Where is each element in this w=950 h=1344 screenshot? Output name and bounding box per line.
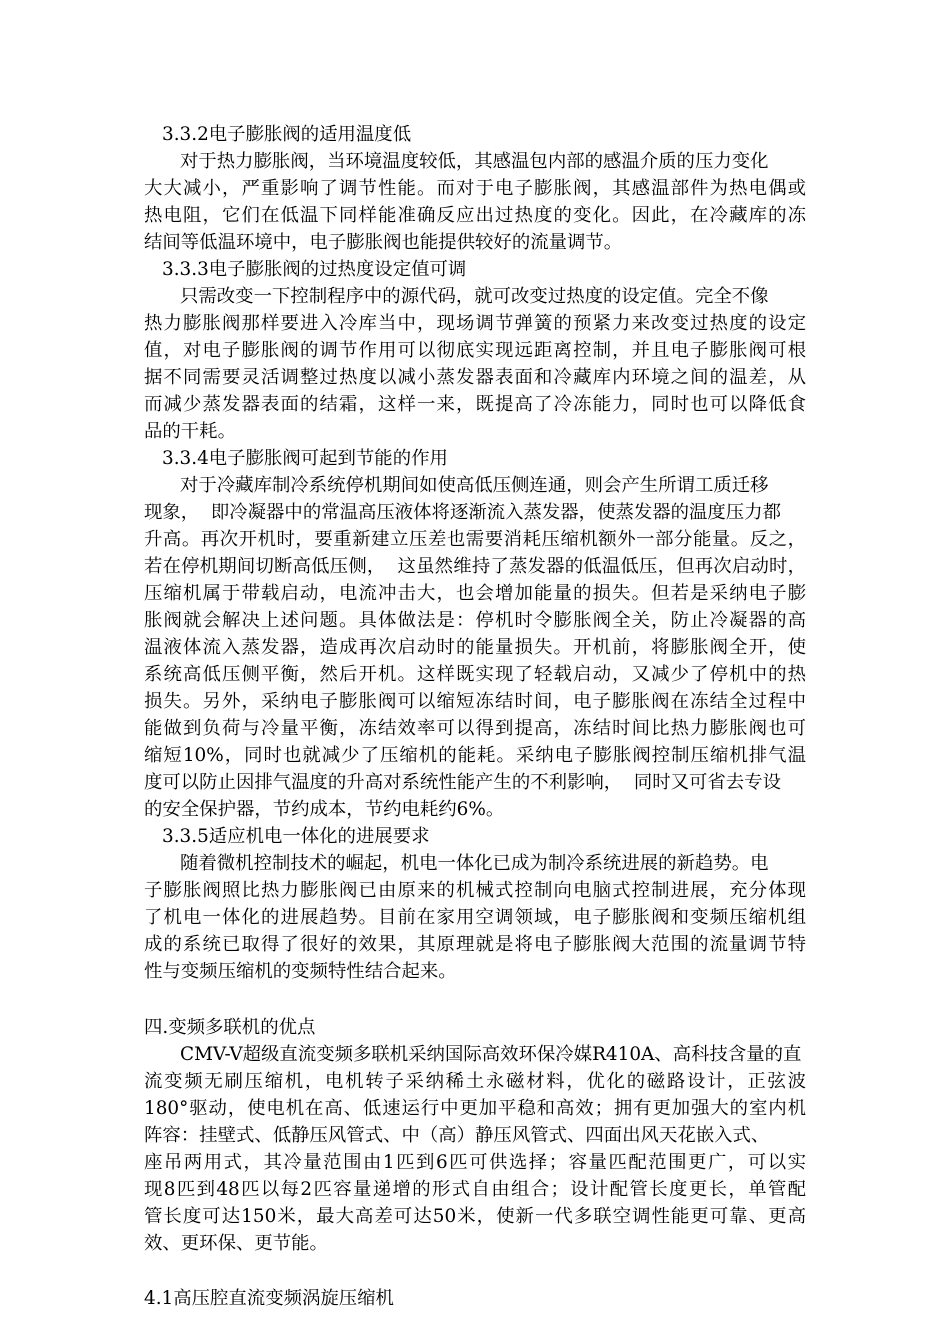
paragraph-line: 据不同需要灵活调整过热度以减小蒸发器表面和冷藏库内环境之间的温差，从 <box>144 367 806 388</box>
paragraph-line: 缩短10%，同时也就减少了压缩机的能耗。采纳电子膨胀阀控制压缩机排气温 <box>144 745 806 766</box>
paragraph-line: 若在停机期间切断高低压侧， 这虽然维持了蒸发器的低温低压，但再次启动时， <box>144 556 806 577</box>
paragraph-line: 对于冷藏库制冷系统停机期间如使高低压侧连通，则会产生所谓工质迁移 <box>180 475 769 496</box>
paragraph-line: 损失。另外，采纳电子膨胀阀可以缩短冻结时间，电子膨胀阀在冻结全过程中 <box>144 691 806 712</box>
paragraph-line: 度可以防止因排气温度的升高对系统性能产生的不利影响， 同时又可省去专设 <box>144 772 781 793</box>
paragraph-line: 效、更环保、更节能。 <box>144 1233 328 1254</box>
paragraph-line: 子膨胀阀照比热力膨胀阀已由原来的机械式控制向电脑式控制进展，充分体现 <box>144 880 806 901</box>
section-heading-4-1: 4.1高压腔直流变频涡旋压缩机 <box>144 1288 394 1309</box>
paragraph-line: 升高。再次开机时，要重新建立压差也需要消耗压缩机额外一部分能量。反之， <box>144 529 806 550</box>
paragraph-line: 值，对电子膨胀阀的调节作用可以彻底实现远距离控制，并且电子膨胀阀可根 <box>144 340 806 361</box>
paragraph-line: 大大减小，严重影响了调节性能。而对于电子膨胀阀，其感温部件为热电偶或 <box>144 178 806 199</box>
paragraph-line: 座吊两用式，其冷量范围由1匹到6匹可供选择；容量匹配范围更广，可以实 <box>144 1152 806 1173</box>
section-heading-3-3-4: 3.3.4电子膨胀阀可起到节能的作用 <box>162 448 448 469</box>
paragraph-line: 现8匹到48匹以每2匹容量递增的形式自由组合；设计配管长度更长，单管配 <box>144 1179 806 1200</box>
paragraph-line: 品的干耗。 <box>144 421 236 442</box>
paragraph-line: 管长度可达150米，最大高差可达50米，使新一代多联空调性能更可靠、更高 <box>144 1206 806 1227</box>
paragraph-line: 而减少蒸发器表面的结霜，这样一来，既提高了冷冻能力，同时也可以降低食 <box>144 394 806 415</box>
section-heading-4: 四.变频多联机的优点 <box>144 1017 316 1038</box>
paragraph-line: 压缩机属于带载启动，电流冲击大，也会增加能量的损失。但若是采纳电子膨 <box>144 583 806 604</box>
paragraph-line: 对于热力膨胀阀，当环境温度较低，其感温包内部的感温介质的压力变化 <box>180 151 769 172</box>
paragraph-line: 成的系统已取得了很好的效果，其原理就是将电子膨胀阀大范围的流量调节特 <box>144 934 806 955</box>
paragraph-line: 阵容：挂壁式、低静压风管式、中（高）静压风管式、四面出风天花嵌入式、 <box>144 1125 770 1146</box>
paragraph-line: 胀阀就会解决上述问题。具体做法是：停机时令膨胀阀全关，防止冷凝器的高 <box>144 610 806 631</box>
paragraph-line: 180°驱动，使电机在高、低速运行中更加平稳和高效；拥有更加强大的室内机 <box>144 1098 806 1119</box>
paragraph-line: 温液体流入蒸发器，造成再次启动时的能量损失。开机前，将膨胀阀全开，使 <box>144 637 806 658</box>
paragraph-line: 的安全保护器，节约成本，节约电耗约6%。 <box>144 799 505 820</box>
paragraph-line: 了机电一体化的进展趋势。目前在家用空调领域，电子膨胀阀和变频压缩机组 <box>144 907 806 928</box>
paragraph-line: 随着微机控制技术的崛起，机电一体化已成为制冷系统进展的新趋势。电 <box>180 853 769 874</box>
paragraph-line: 性与变频压缩机的变频特性结合起来。 <box>144 961 457 982</box>
paragraph-line: 热电阻，它们在低温下同样能准确反应出过热度的变化。因此，在冷藏库的冻 <box>144 205 806 226</box>
paragraph-line: 结间等低温环境中，电子膨胀阀也能提供较好的流量调节。 <box>144 232 623 253</box>
paragraph-line: 系统高低压侧平衡，然后开机。这样既实现了轻载启动，又减少了停机中的热 <box>144 664 806 685</box>
paragraph-line: 能做到负荷与冷量平衡，冻结效率可以得到提高，冻结时间比热力膨胀阀也可 <box>144 718 806 739</box>
section-heading-3-3-3: 3.3.3电子膨胀阀的过热度设定值可调 <box>162 259 467 280</box>
paragraph-line: 只需改变一下控制程序中的源代码，就可改变过热度的设定值。完全不像 <box>180 286 769 307</box>
paragraph-line: 流变频无刷压缩机，电机转子采纳稀土永磁材料，优化的磁路设计，正弦波 <box>144 1071 806 1092</box>
section-heading-3-3-5: 3.3.5适应机电一体化的进展要求 <box>162 826 430 847</box>
section-heading-3-3-2: 3.3.2电子膨胀阀的适用温度低 <box>162 124 412 145</box>
paragraph-line: 现象， 即冷凝器中的常温高压液体将逐渐流入蒸发器，使蒸发器的温度压力都 <box>144 502 781 523</box>
paragraph-line: 热力膨胀阀那样要进入冷库当中，现场调节弹簧的预紧力来改变过热度的设定 <box>144 313 806 334</box>
paragraph-line: CMV-V超级直流变频多联机采纳国际高效环保冷媒R410A、高科技含量的直 <box>180 1044 802 1065</box>
